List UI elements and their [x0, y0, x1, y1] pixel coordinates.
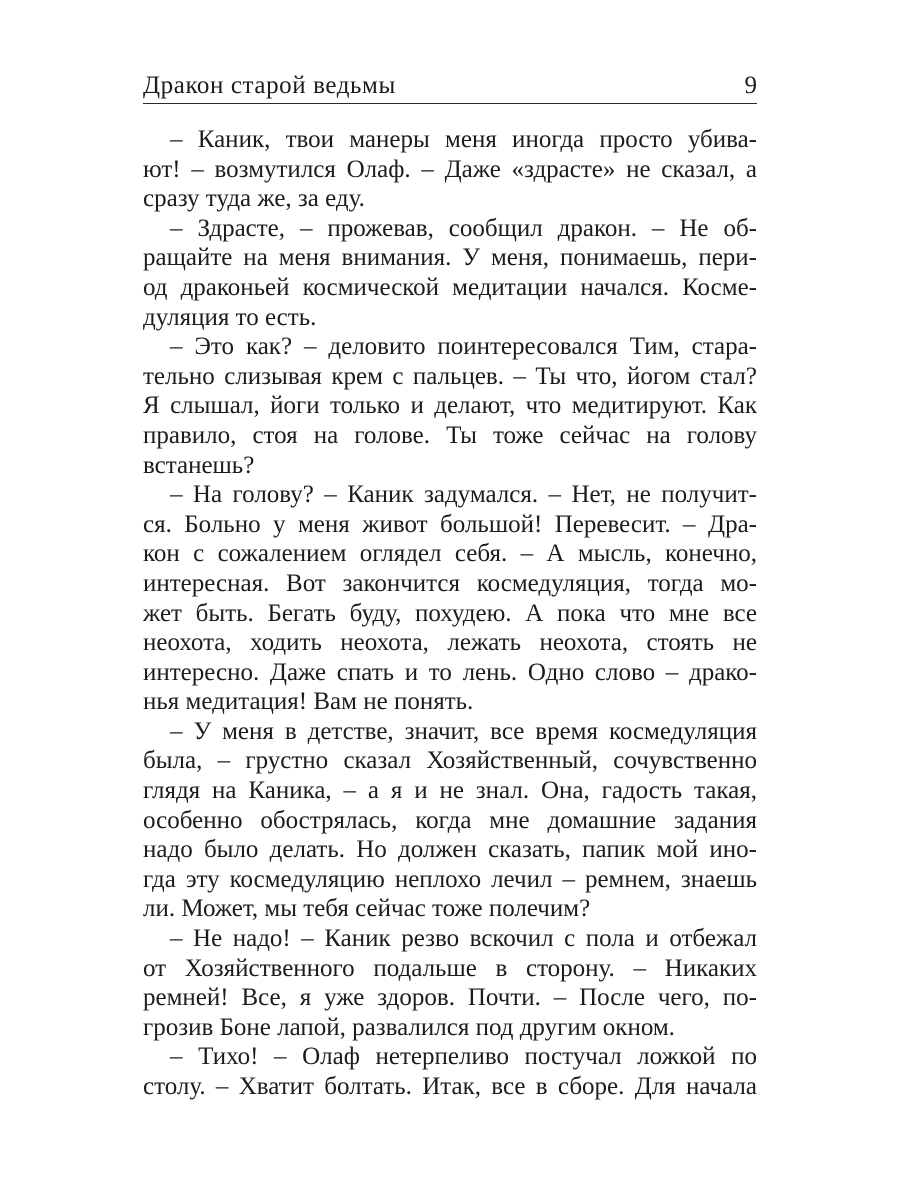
header-divider: [143, 103, 757, 104]
text-line: правило, стоя на голове. Ты тоже сейчас на голову: [143, 421, 757, 449]
text-line: кон с сожалением оглядел себя. – А мысль, конечно,: [143, 540, 757, 568]
text-line: – Здрасте, – прожевав, сообщил дракон. – Не об-: [170, 214, 757, 242]
text-line: – Каник, твои манеры меня иногда просто убива-: [170, 126, 757, 153]
text-line: ся. Больно у меня живот большой! Перевесит. – Дра-: [143, 510, 757, 538]
text-line: была, – грустно сказал Хозяйственный, сочувственно: [143, 747, 757, 775]
text-line: жет быть. Бегать буду, похудею. А пока что мне все: [143, 599, 757, 627]
text-line: гда эту космедуляцию неплохо лечил – ремнем, знаешь: [143, 865, 757, 893]
text-line: грозив Боне лапой, развалился под другим окном.: [143, 1013, 675, 1041]
book-title: Дракон старой ведьмы: [143, 72, 396, 99]
text-line: от Хозяйственного подальше в сторону. – Никаких: [143, 954, 757, 982]
text-line: глядя на Каника, – а я и не знал. Она, гадость такая,: [143, 777, 757, 805]
text-line: од драконьей космической медитации начался. Косме-: [143, 273, 757, 301]
text-line: неохота, ходить неохота, лежать неохота, стоять не: [143, 629, 757, 657]
text-line: Я слышал, йоги только и делают, что медитируют. Как: [143, 392, 757, 420]
text-line: дуляция то есть.: [143, 303, 317, 331]
text-line: столу. – Хватит болтать. Итак, все в сборе. Для начала: [143, 1073, 757, 1100]
text-line: сразу туда же, за еду.: [143, 185, 365, 213]
text-line: ремней! Все, я уже здоров. Почти. – После чего, по-: [143, 984, 757, 1012]
text-line: надо было делать. Но должен сказать, папик мой ино-: [143, 836, 757, 864]
text-line: ют! – возмутился Олаф. – Даже «здрасте» не сказал, а: [143, 155, 757, 183]
text-line: – Тихо! – Олаф нетерпеливо постучал ложкой по: [170, 1043, 757, 1071]
text-line: особенно обострялась, когда мне домашние задания: [143, 806, 757, 834]
text-line: нья медитация! Вам не понять.: [143, 688, 474, 716]
body-text: [143, 125, 757, 1102]
text-line: тельно слизывая крем с пальцев. – Ты что, йогом стал?: [143, 362, 757, 390]
text-line: – На голову? – Каник задумался. – Нет, не получит-: [170, 481, 757, 509]
text-line: интересно. Даже спать и то лень. Одно слово – драко-: [143, 658, 757, 686]
text-line: встанешь?: [143, 451, 255, 479]
text-line: – Это как? – деловито поинтересовался Тим, стара-: [170, 333, 757, 361]
text-line: интересная. Вот закончится космедуляция, тогда мо-: [143, 569, 757, 597]
text-line: – У меня в детстве, значит, все время космедуляция: [170, 717, 757, 745]
running-header: [143, 64, 757, 102]
text-line: – Не надо! – Каник резво вскочил с пола и отбежал: [170, 925, 757, 953]
text-line: ращайте на меня внимания. У меня, понимаешь, пери-: [143, 244, 757, 272]
text-line: ли. Может, мы тебя сейчас тоже полечим?: [143, 895, 591, 923]
page-number: 9: [744, 72, 757, 99]
